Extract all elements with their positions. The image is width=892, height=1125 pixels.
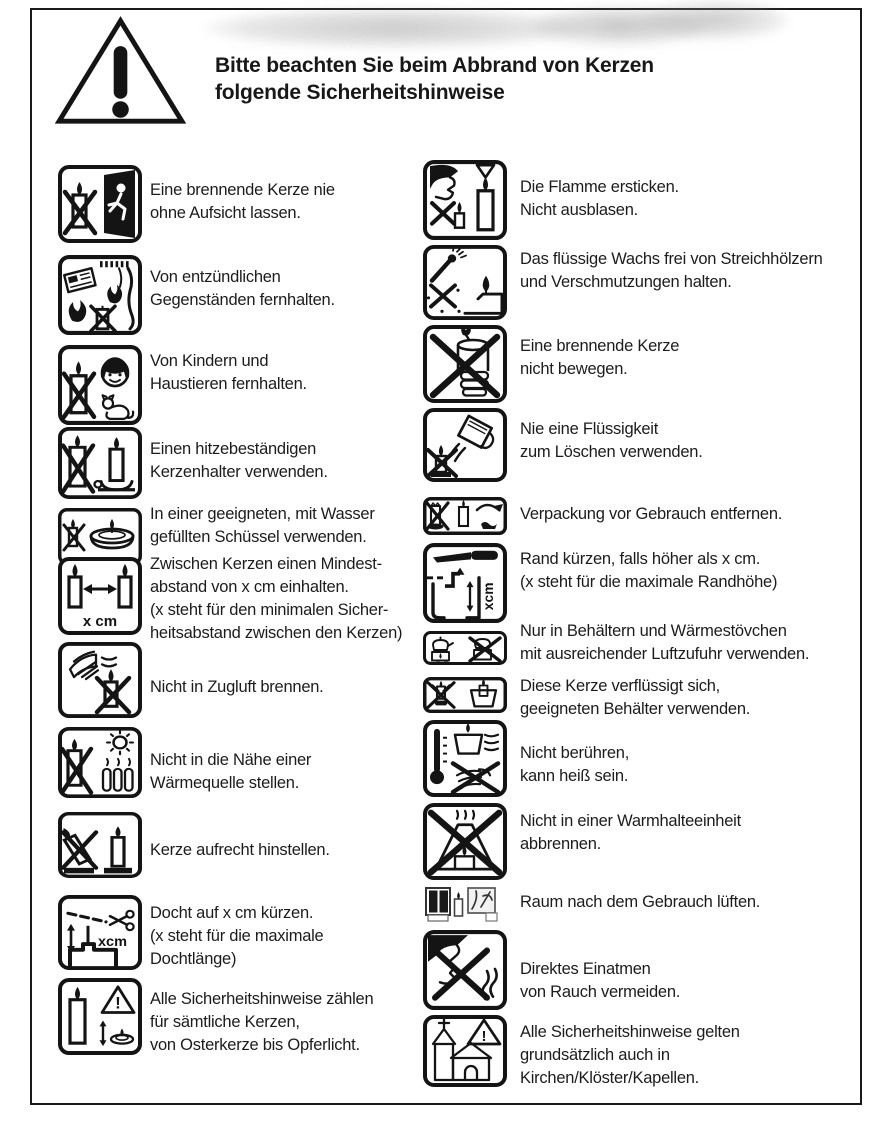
children-pets-icon <box>58 345 142 425</box>
safety-item-line: In einer geeigneten, mit Wasser <box>150 505 375 523</box>
upright-candle-icon <box>58 812 142 878</box>
safety-item-label <box>520 335 679 381</box>
safety-item-line: Nicht berühren, <box>520 744 630 762</box>
no-liquid-icon <box>423 408 507 482</box>
safety-item-label <box>150 902 323 971</box>
safety-item-label <box>520 503 782 526</box>
safety-item-label <box>150 438 328 484</box>
safety-item-line: grundsätzlich auch in <box>520 1046 670 1064</box>
safety-item-label <box>150 503 375 549</box>
safety-item-line: Zwischen Kerzen einen Mindest- <box>150 555 382 573</box>
flammable-objects-icon <box>58 255 142 335</box>
safety-item-label <box>150 839 330 862</box>
safety-item-line: Nicht in Zugluft brennen. <box>150 678 324 696</box>
trim-rim-icon <box>423 543 507 623</box>
safety-item-line: Von Kindern und <box>150 352 269 370</box>
container-airflow-icon <box>423 631 507 665</box>
safety-item-line: von Rauch vermeiden. <box>520 983 681 1001</box>
safety-item-line: mit ausreichender Luftzufuhr verwenden. <box>520 645 810 663</box>
svg-text:!: ! <box>481 1028 487 1045</box>
safety-item-line: Nie eine Flüssigkeit <box>520 420 659 438</box>
safety-item-line: abbrennen. <box>520 835 601 853</box>
safety-item-line: Docht auf x cm kürzen. <box>150 904 314 922</box>
safety-item-label <box>520 958 680 1004</box>
safety-item-line: Gegenständen fernhalten. <box>150 291 335 309</box>
clean-wax-icon <box>423 245 507 320</box>
safety-item-label <box>150 266 335 312</box>
page-title <box>215 52 654 106</box>
safety-item-line: Verpackung vor Gebrauch entfernen. <box>520 505 783 523</box>
no-heat-source-icon <box>58 727 142 798</box>
page-title-line1: Bitte beachten Sie beim Abbrand von Kerzen <box>215 54 654 77</box>
svg-text:xcm: xcm <box>98 934 128 950</box>
safety-item-line: Kirchen/Klöster/Kapellen. <box>520 1069 700 1087</box>
safety-item-line: ohne Aufsicht lassen. <box>150 204 301 222</box>
safety-item-line: Wärmequelle stellen. <box>150 774 300 792</box>
safety-item-line: Von entzündlichen <box>150 268 281 286</box>
safety-item-line: Einen hitzebeständigen <box>150 440 317 458</box>
safety-item-line: Kerze aufrecht hinstellen. <box>150 841 330 859</box>
safety-item-label <box>150 179 335 225</box>
liquefying-candle-icon <box>423 677 507 713</box>
safety-item-label <box>520 675 750 721</box>
safety-item-line: Rand kürzen, falls höher als x cm. <box>520 550 761 568</box>
svg-text:x cm: x cm <box>82 613 118 630</box>
safety-item-line: Nicht in einer Warmhalteeinheit <box>520 812 741 830</box>
safety-item-line: (x steht für den minimalen Sicher- <box>150 601 389 619</box>
do-not-touch-icon <box>423 720 507 797</box>
safety-item-line: Direktes Einatmen <box>520 960 651 978</box>
safety-item-line: abstand von x cm einhalten. <box>150 578 349 596</box>
unattended-candle-icon <box>58 165 142 243</box>
ventilate-room-icon <box>423 885 507 923</box>
safety-item-line: Nicht in die Nähe einer <box>150 751 312 769</box>
warning-triangle-icon <box>55 14 187 128</box>
page-title-line2: folgende Sicherheitshinweise <box>215 81 505 104</box>
safety-item-line: Nur in Behältern und Wärmestövchen <box>520 622 787 640</box>
safety-item-line: Alle Sicherheitshinweise zählen <box>150 990 374 1008</box>
safety-item-line: Raum nach dem Gebrauch lüften. <box>520 893 761 911</box>
safety-item-line: geeigneten Behälter verwenden. <box>520 700 751 718</box>
no-draft-icon <box>58 642 142 718</box>
safety-item-label <box>520 891 760 914</box>
safety-item-label <box>150 988 373 1057</box>
safety-item-line: nicht bewegen. <box>520 360 628 378</box>
safety-item-line: gefüllten Schüssel verwenden. <box>150 528 367 546</box>
all-candle-types-icon <box>58 978 142 1055</box>
safety-item-line: (x steht für die maximale Randhöhe) <box>520 573 778 591</box>
do-not-move-icon <box>423 325 507 403</box>
safety-item-line: Die Flamme ersticken. <box>520 178 679 196</box>
safety-item-line: Kerzenhalter verwenden. <box>150 463 328 481</box>
safety-item-line: und Verschmutzungen halten. <box>520 273 732 291</box>
trim-wick-icon <box>58 895 142 970</box>
safety-item-label <box>520 176 679 222</box>
smother-flame-icon <box>423 160 507 240</box>
safety-item-label <box>520 742 629 788</box>
safety-item-line: Eine brennende Kerze nie <box>150 181 335 199</box>
safety-item-line: Nicht ausblasen. <box>520 201 638 219</box>
svg-text:!: ! <box>115 993 121 1013</box>
no-smoke-inhalation-icon <box>423 930 507 1010</box>
safety-item-line: für sämtliche Kerzen, <box>150 1013 300 1031</box>
safety-item-label <box>150 676 324 699</box>
church-use-icon <box>423 1015 507 1087</box>
safety-item-label <box>520 1021 740 1090</box>
safety-item-line: (x steht für die maximale <box>150 927 324 945</box>
safety-item-line: Dochtlänge) <box>150 950 237 968</box>
safety-item-line: Das flüssige Wachs frei von Streichhölzern <box>520 250 823 268</box>
no-warming-unit-icon <box>423 803 507 880</box>
safety-item-line: von Osterkerze bis Opferlicht. <box>150 1036 360 1054</box>
safety-item-label <box>520 418 703 464</box>
remove-packaging-icon <box>423 497 507 535</box>
safety-item-line: Diese Kerze verflüssigt sich, <box>520 677 720 695</box>
safety-item-line: heitsabstand zwischen den Kerzen) <box>150 624 403 642</box>
safety-item-line: Eine brennende Kerze <box>520 337 680 355</box>
safety-item-line: kann heiß sein. <box>520 767 629 785</box>
safety-item-label <box>150 553 402 645</box>
heatproof-holder-icon <box>58 427 142 499</box>
safety-item-label <box>520 248 823 294</box>
safety-item-label <box>520 620 809 666</box>
safety-item-label <box>520 548 777 594</box>
safety-item-line: zum Löschen verwenden. <box>520 443 703 461</box>
svg-text:xcm: xcm <box>481 582 496 611</box>
safety-item-line: Haustieren fernhalten. <box>150 375 307 393</box>
safety-item-label <box>150 749 311 795</box>
candle-distance-icon <box>58 557 142 635</box>
safety-item-label <box>150 350 307 396</box>
safety-item-label <box>520 810 741 856</box>
safety-item-line: Alle Sicherheitshinweise gelten <box>520 1023 740 1041</box>
